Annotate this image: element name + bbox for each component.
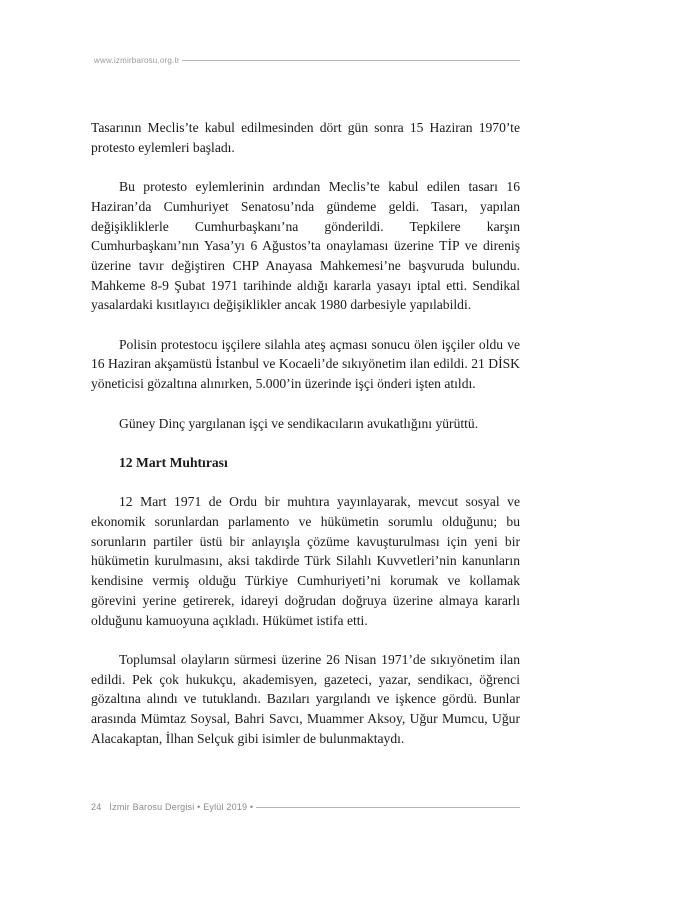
- paragraph-gap: [91, 315, 520, 335]
- paragraph-2: Bu protesto eylemlerinin ardından Meclis’te kabul edilen tasarı 16 Haziran’da Cumhuriyet Senatosu’nda gündeme geldi. Tasarı, yapılan değişikliklerle Cumhurbaşkanı’na gönderildi. Tepkilere karşın Cumhurbaşkanı’nın Yasa’yı 6 Ağustos’ta onaylaması üzerine TİP ve direniş üzerine tavır değiştiren CHP Anayasa Mahkemesi’ne başvuruda bulundu. Mahkeme 8-9 Şubat 1971 tarihinde aldığı kararla yasayı iptal etti. Sendikal yasalardaki kısıtlayıcı değişiklikler ancak 1980 darbesiyle yapılabildi.: [91, 179, 520, 313]
- paragraph-4: Güney Dinç yargılanan işçi ve sendikacıların avukatlığını yürüttü.: [119, 415, 479, 431]
- paragraph-gap: [91, 473, 520, 493]
- page-number: 24: [91, 802, 102, 812]
- paragraph-1: Tasarının Meclis’te kabul edilmesinden dört gün sonra 15 Haziran 1970’te protesto eylemleri başladı.: [91, 120, 520, 155]
- header-rule: [182, 60, 520, 61]
- paragraph-6: Toplumsal olayların sürmesi üzerine 26 Nisan 1971’de sıkıyönetim ilan edildi. Pek çok hukukçu, akademisyen, gazeteci, yazar, sendikacı, öğrenci gözaltına alındı ve tutuklandı. Bazıları yargılandı ve işkence gördü. Bunlar arasında Mümtaz Soysal, Bahri Savcı, Muammer Aksoy, Uğur Mumcu, Uğur Alacakaptan, İlhan Selçuk gibi isimler de bulunmaktaydı.: [91, 651, 520, 746]
- section-heading: 12 Mart Muhtırası: [119, 454, 228, 470]
- publication-info: İzmir Barosu Dergisi • Eylül 2019 •: [109, 802, 254, 812]
- header-url: www.izmirbarosu.org.tr: [94, 55, 180, 65]
- running-header: [94, 53, 520, 67]
- paragraph-5: 12 Mart 1971 de Ordu bir muhtıra yayınlayarak, mevcut sosyal ve ekonomik sorunlardan parlamento ve hükümetin sorumlu olduğunu; bu sorunların partiler üstü bir anlayışla çözüme kavuşturulması için yeni bir hükümetin kurulmasını, aksi takdirde Türk Silahlı Kuvvetleri’nin kanunların kendisine vermiş olduğu Türkiye Cumhuriyeti’ni korumak ve kollamak görevini yerine getirerek, idareyi doğrudan doğruya üzerine almaya kararlı olduğunu kamuoyuna açıkladı. Hükümet istifa etti.: [91, 494, 520, 628]
- running-footer: [91, 800, 520, 814]
- paragraph-gap: [91, 433, 520, 453]
- article-body: [91, 118, 520, 748]
- footer-rule: [256, 807, 520, 808]
- paragraph-gap: [91, 630, 520, 650]
- paragraph-gap: [91, 394, 520, 414]
- paragraph-3: Polisin protestocu işçilere silahla ateş açması sonucu ölen işçiler oldu ve 16 Haziran akşamüstü İstanbul ve Kocaeli’de sıkıyönetim ilan edildi. 21 DİSK yöneticisi gözaltına alınırken, 5.000’in üzerinde işçi önderi işten atıldı.: [91, 336, 520, 392]
- paragraph-gap: [91, 157, 520, 177]
